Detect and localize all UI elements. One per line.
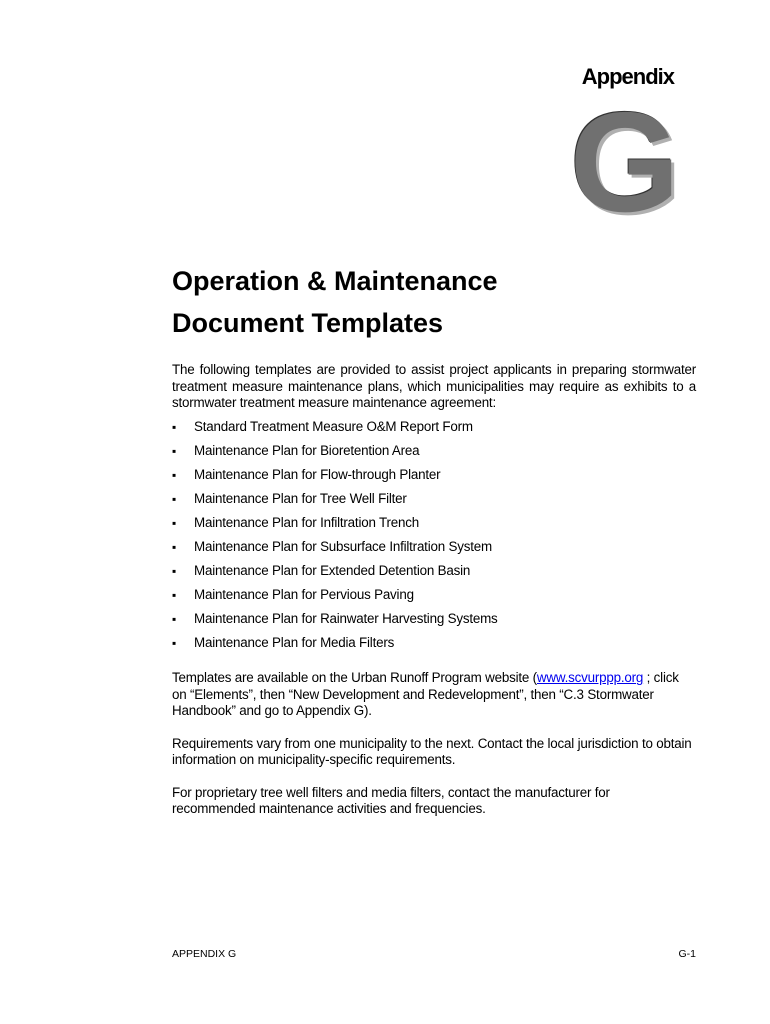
list-item: ▪ Maintenance Plan for Subsurface Infiltration System — [172, 538, 696, 562]
page-number: G-1 — [678, 948, 696, 960]
availability-paragraph — [172, 670, 696, 720]
appendix-word: Appendix — [581, 64, 674, 89]
title-line-2: Document Templates — [172, 308, 444, 338]
template-list — [172, 418, 696, 659]
list-item: ▪ Maintenance Plan for Infiltration Trench — [172, 514, 696, 538]
requirements-paragraph: Requirements vary from one municipality to the next. Contact the local jurisdiction to obtain information on municipality-specific requirements. — [172, 735, 692, 768]
page-footer — [172, 948, 696, 960]
title-line-1: Operation & Maintenance — [172, 266, 498, 296]
list-item: ▪ Maintenance Plan for Pervious Paving — [172, 586, 696, 610]
page-title — [172, 260, 498, 344]
availability-text-before: Templates are available on the Urban Runoff Program website ( — [172, 670, 537, 686]
list-item: ▪ Standard Treatment Measure O&M Report Form — [172, 418, 696, 442]
availability-text-after: ; click on “Elements”, then “New Development and Redevelopment”, then “C.3 Stormwater Handbook” and go to Appendix G). — [172, 670, 679, 719]
list-item: ▪ Maintenance Plan for Rainwater Harvesting Systems — [172, 610, 696, 634]
main-content — [172, 362, 696, 818]
website-link[interactable]: www.scvurppp.org — [536, 670, 644, 686]
list-item: ▪ Maintenance Plan for Bioretention Area — [172, 442, 696, 466]
list-item: ▪ Maintenance Plan for Extended Detention Basin — [172, 562, 696, 586]
appendix-letter: G — [569, 83, 676, 242]
list-item: ▪ Maintenance Plan for Tree Well Filter — [172, 490, 696, 514]
footer-left: APPENDIX G — [172, 948, 237, 960]
list-item: ▪ Maintenance Plan for Flow-through Planter — [172, 466, 696, 490]
list-item: ▪ Maintenance Plan for Media Filters — [172, 634, 696, 658]
proprietary-paragraph: For proprietary tree well filters and media filters, contact the manufacturer for recommended maintenance activities and frequencies. — [172, 784, 610, 817]
intro-paragraph: The following templates are provided to assist project applicants in preparing stormwater treatment measure maintenance plans, which municipalities may require as exhibits to a stormwater treatment measure maintenance agreement: — [172, 362, 696, 410]
